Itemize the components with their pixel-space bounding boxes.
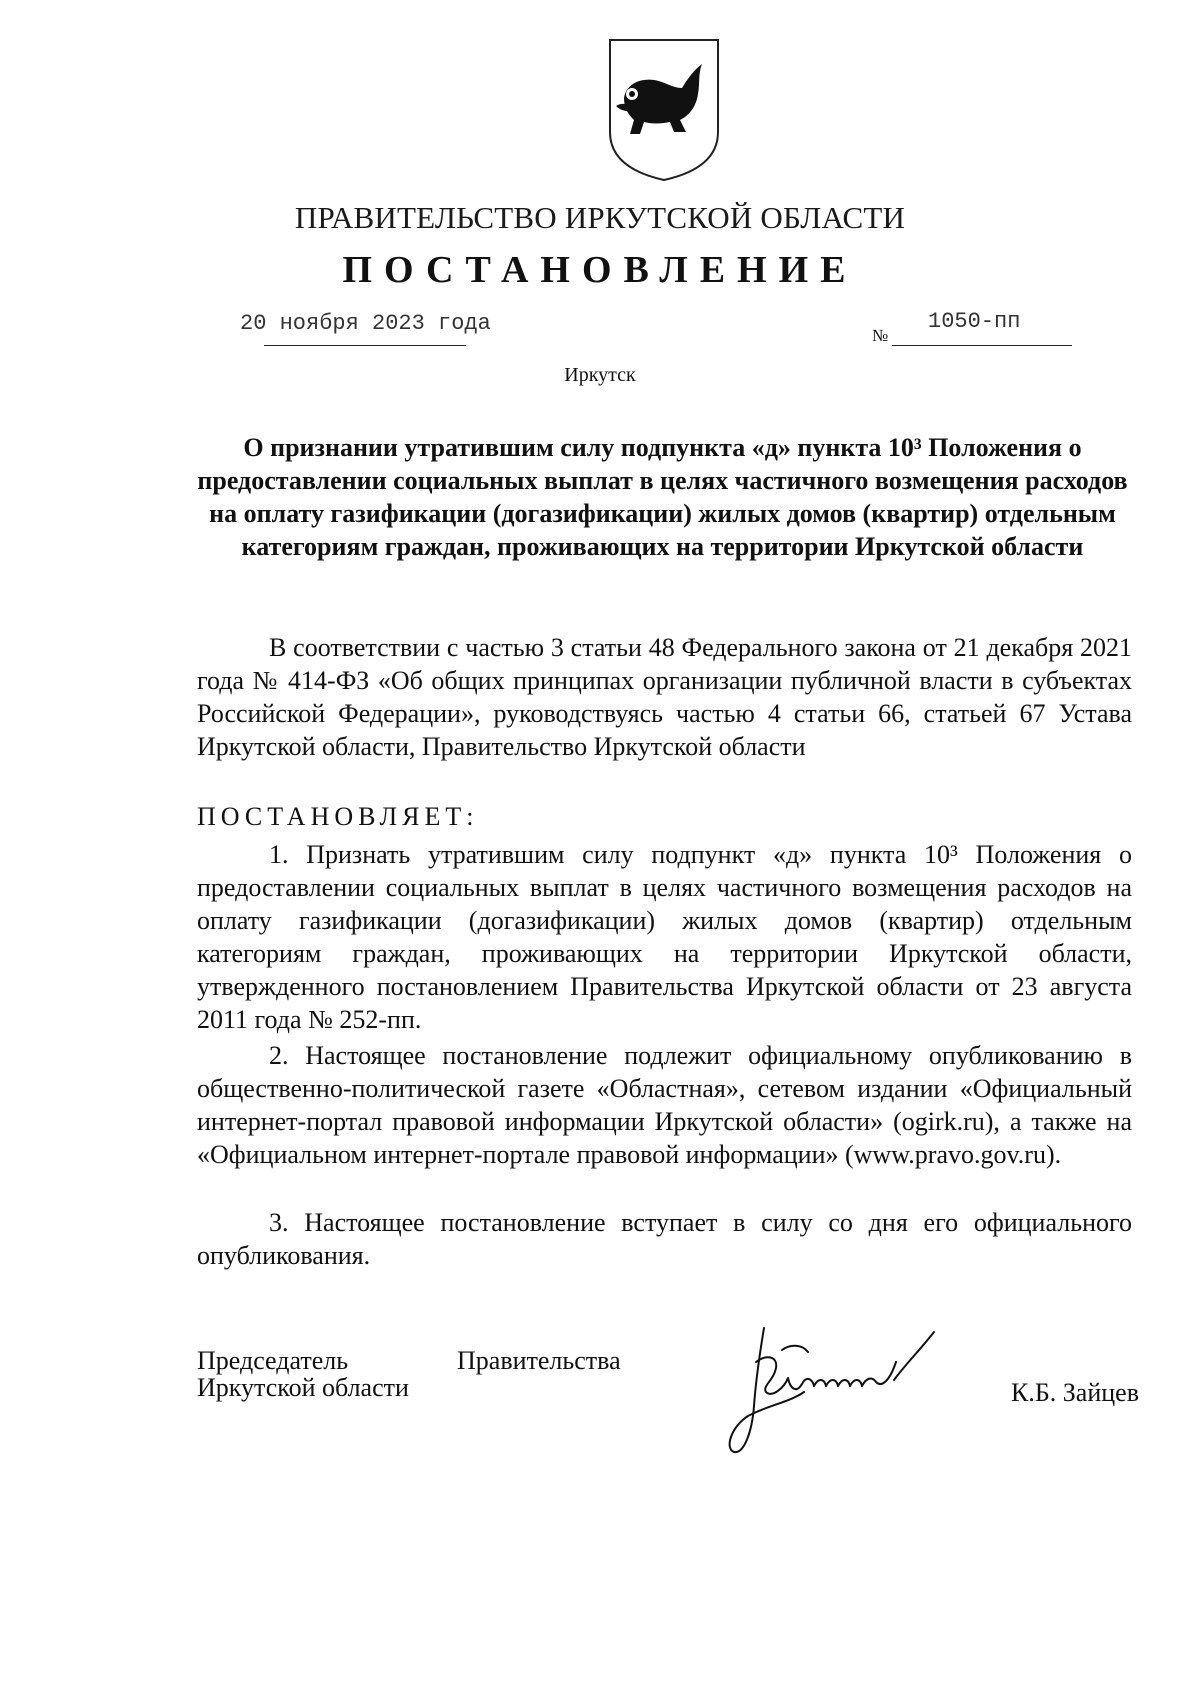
date-underline — [264, 345, 466, 346]
document-number: 1050-пп — [928, 309, 1021, 334]
number-sign: № — [872, 326, 889, 345]
decree-word: ПОСТАНОВЛЯЕТ: — [197, 802, 479, 831]
signatory-title-part-1: Председатель — [197, 1346, 349, 1375]
government-name: ПРАВИТЕЛЬСТВО ИРКУТСКОЙ ОБЛАСТИ — [294, 200, 906, 235]
signatory-title-part-3: Иркутской области — [197, 1373, 409, 1402]
decree-item-2: 2. Настоящее постановление подлежит официальному опубликованию в общественно-политической газете «Областная», сетевом издании «Официальный интернет-портал правовой информации Иркутской области» (ogirk.ru), а также на «Официальном интернет-портале правовой информации» (www.pravo.gov.ru). — [197, 1041, 1132, 1169]
number-underline — [892, 345, 1072, 346]
document-subject: О признании утратившим силу подпункта «д» пункта 10³ Положения о предоставлении социальных выплат в целях частичного возмещения расходов на оплату газификации (догазификации) жилых домов (квартир) отдельным категориям граждан, проживающих на территории Иркутской области — [197, 433, 1128, 561]
signatory-title-part-2: Правительства — [457, 1346, 621, 1375]
preamble-paragraph: В соответствии с частью 3 статьи 48 Федерального закона от 21 декабря 2021 года № 414-ФЗ «Об общих принципах организации публичной власти в субъектах Российской Федерации», руководствуясь частью 4 статьи 66, статьей 67 Устава Иркутской области, Правительство Иркутской области — [197, 633, 1132, 761]
decree-item-3: 3. Настоящее постановление вступает в силу со дня его официального опубликования. — [197, 1208, 1132, 1270]
handwritten-signature — [726, 1322, 970, 1464]
document-type: ПОСТАНОВЛЕНИЕ — [342, 249, 858, 291]
decree-item-1: 1. Признать утратившим силу подпункт «д» пункта 10³ Положения о предоставлении социальных выплат в целях частичного возмещения расходов на оплату газификации (догазификации) жилых домов (квартир) отдельным категориям граждан, проживающих на территории Иркутской области, утвержденного постановлением Правительства Иркутской области от 23 августа 2011 года № 252-пп. — [197, 840, 1132, 1034]
irkutsk-coat-of-arms-icon — [606, 36, 722, 184]
document-date: 20 ноября 2023 года — [240, 311, 491, 336]
document-city: Иркутск — [564, 364, 636, 386]
signatory-name: К.Б. Зайцев — [1011, 1378, 1139, 1407]
